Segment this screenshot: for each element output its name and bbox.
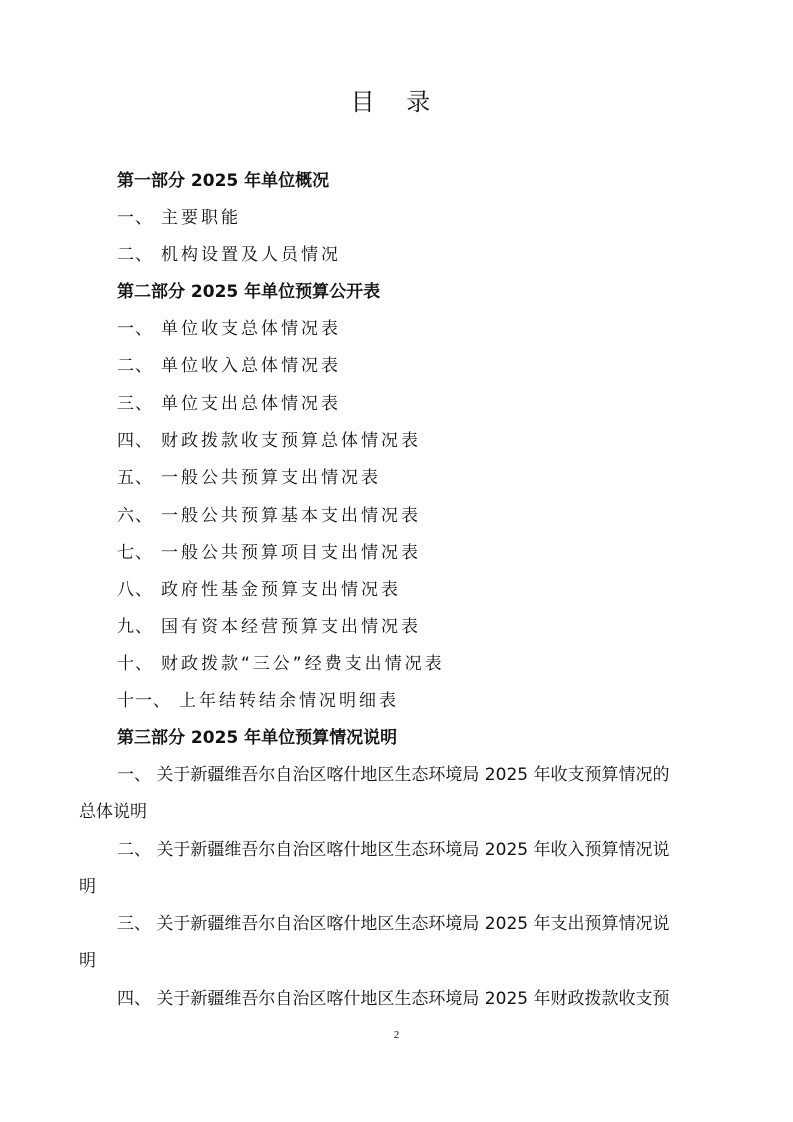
toc-item-line1: 四、 关于新疆维吾尔自治区喀什地区生态环境局 2025 年财政拨款收支预 [117,989,670,1009]
toc-item-text: 财政拨款“三公”经费支出情况表 [161,654,445,674]
toc-item-line1: 一、 关于新疆维吾尔自治区喀什地区生态环境局 2025 年收支预算情况的 [117,765,670,785]
toc-item [117,505,421,527]
toc-item-text: 一般公共预算基本支出情况表 [161,506,421,526]
toc-item-number: 四、 [117,431,153,451]
toc-item-text: 主要职能 [161,208,241,228]
toc-item-text: 单位支出总体情况表 [161,394,341,414]
toc-item-line2: 总体说明 [79,802,147,822]
toc-item-line1: 三、 关于新疆维吾尔自治区喀什地区生态环境局 2025 年支出预算情况说 [117,914,670,934]
toc-item-text: 国有资本经营预算支出情况表 [161,617,421,637]
part1-heading: 第一部分 2025 年单位概况 [117,171,330,191]
toc-item [117,207,241,229]
toc-item [117,542,421,564]
toc-item-number: 六、 [117,506,153,526]
toc-item-number: 二、 [117,245,153,265]
toc-item-text: 单位收支总体情况表 [161,319,341,339]
toc-item-number: 七、 [117,543,153,563]
toc-item-text: 政府性基金预算支出情况表 [161,580,401,600]
toc-item-text: 一般公共预算支出情况表 [161,468,381,488]
toc-item-line2: 明 [79,877,96,897]
toc-item-number: 十、 [117,654,153,674]
toc-item [117,690,399,712]
page-number: 2 [393,1029,400,1041]
toc-item-number: 十一、 [117,691,171,711]
toc-item [117,653,445,675]
toc-item-number: 八、 [117,580,153,600]
toc-item [117,355,341,377]
toc-item-text: 上年结转结余情况明细表 [179,691,399,711]
toc-item-number: 二、 [117,356,153,376]
toc-item-number: 九、 [117,617,153,637]
page-title: 目 录 [350,88,443,116]
part3-heading: 第三部分 2025 年单位预算情况说明 [117,728,398,748]
toc-item [117,467,381,489]
toc-item [117,579,401,601]
toc-item-line2: 明 [79,951,96,971]
toc-item-number: 三、 [117,394,153,414]
toc-item [117,616,421,638]
toc-item-text: 单位收入总体情况表 [161,356,341,376]
part2-heading: 第二部分 2025 年单位预算公开表 [117,282,381,302]
toc-item-text: 一般公共预算项目支出情况表 [161,543,421,563]
toc-item [117,393,341,415]
toc-item-text: 机构设置及人员情况 [161,245,341,265]
toc-item-line1: 二、 关于新疆维吾尔自治区喀什地区生态环境局 2025 年收入预算情况说 [117,840,670,860]
toc-item-text: 财政拨款收支预算总体情况表 [161,431,421,451]
toc-item-number: 五、 [117,468,153,488]
toc-item [117,318,341,340]
toc-item-number: 一、 [117,319,153,339]
toc-item [117,244,341,266]
toc-item [117,430,421,452]
toc-item-number: 一、 [117,208,153,228]
